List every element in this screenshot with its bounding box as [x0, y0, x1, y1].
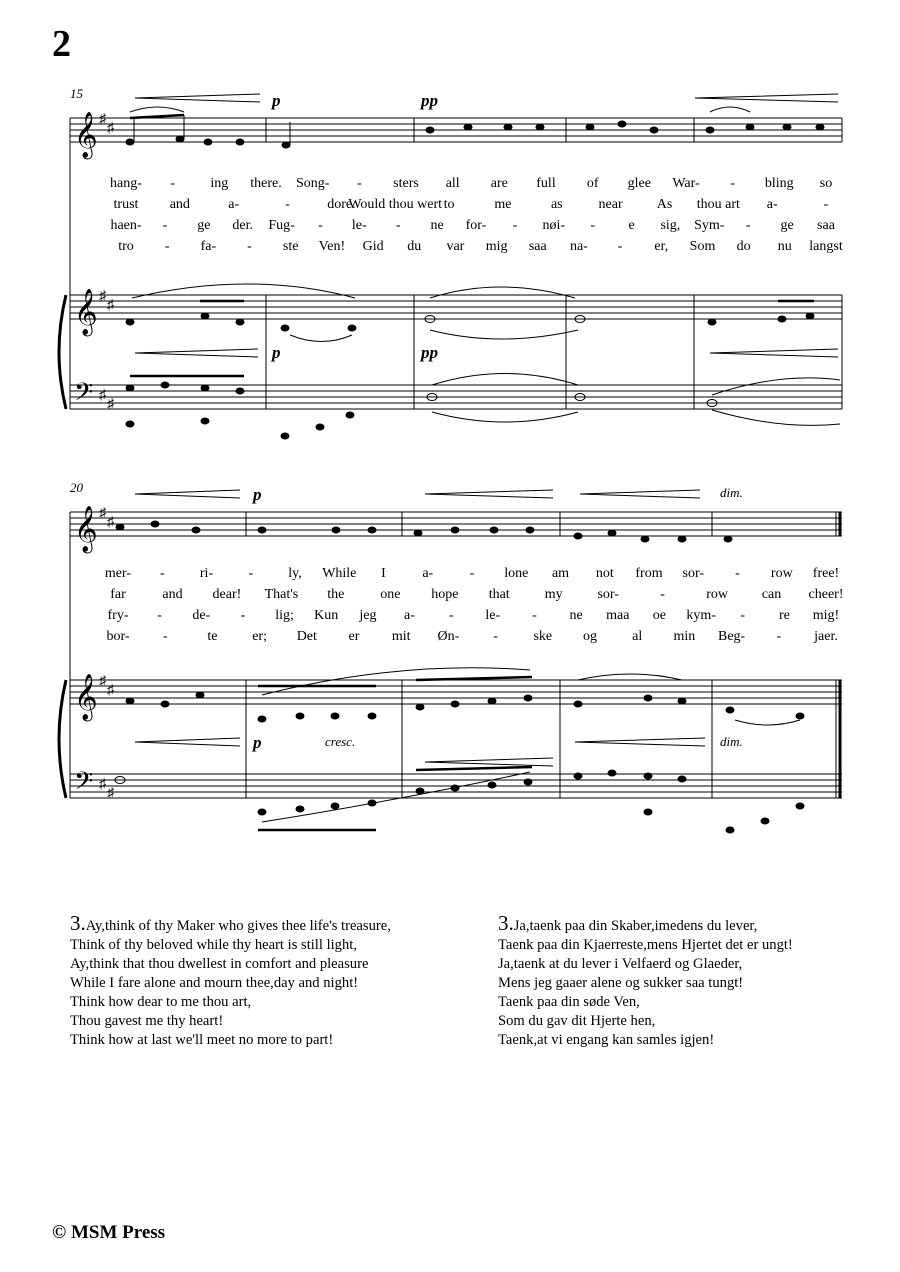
lyric-syllable: cheer!: [808, 587, 844, 602]
lyric-syllable: re: [778, 608, 790, 623]
lyric-syllable: -: [735, 566, 740, 581]
lyric-syllable: jaer.: [814, 629, 838, 644]
measure-number-20: 20: [70, 480, 83, 495]
system-2-barlines: [246, 512, 840, 798]
lyric-syllable: al: [632, 629, 643, 644]
lyric-syllable: ly,: [288, 566, 302, 581]
lyric-syllable: -: [730, 176, 736, 191]
stanza-line: Think of thy beloved while thy heart is still light,: [70, 937, 357, 953]
lyric-syllable: -: [740, 608, 746, 623]
lyric-syllable: a-: [228, 197, 240, 212]
svg-text:♯: ♯: [99, 388, 106, 403]
stanza-line: Ay,think of thy Maker who gives thee life's treasure,: [85, 918, 391, 934]
lyric-syllable: -: [247, 239, 252, 254]
svg-text:♯: ♯: [107, 121, 114, 136]
lyric-syllable: Fug-: [268, 218, 295, 233]
lyric-syllable: saa: [817, 218, 835, 233]
lyric-syllable: that: [488, 587, 510, 602]
lyric-syllable: lig;: [275, 608, 294, 623]
lyric-syllable: -: [170, 176, 176, 191]
stanza-line: Ja,taenk at du lever i Velfaerd og Glaeder,: [498, 956, 743, 972]
lyric-syllable: var: [446, 239, 465, 254]
lyric-syllable: saa: [528, 239, 547, 254]
stanza-line: Thou gavest me thy heart!: [70, 1013, 224, 1029]
lyric-syllable: there.: [250, 176, 282, 191]
lyric-syllable: full: [536, 176, 556, 191]
lyric-syllable: a-: [766, 197, 778, 212]
stanza-line: Taenk paa din Kjaerreste,mens Hjertet det er ungt!: [498, 937, 793, 953]
stanza-line: Think how dear to me thou art,: [70, 994, 252, 1010]
lyric-syllable: le-: [485, 608, 501, 623]
lyric-syllable: -: [590, 218, 596, 233]
lyric-syllable: -: [164, 239, 170, 254]
lyric-syllable: na-: [569, 239, 588, 254]
lyric-syllable: haen-: [110, 218, 142, 233]
treble-clef-icon: 𝄞: [74, 674, 98, 719]
system-1-barlines: [266, 118, 842, 409]
lyric-syllable: sor-: [597, 587, 619, 602]
lyric-syllable: -: [395, 218, 401, 233]
lyric-syllable: ing: [210, 176, 229, 191]
lyric-syllable: -: [356, 176, 362, 191]
stanza-number: 3.: [70, 911, 86, 935]
lyric-syllable: -: [823, 197, 829, 212]
lyric-syllable: Beg-: [717, 629, 746, 644]
lyric-syllable: Det: [296, 629, 317, 644]
treble-clef-icon: 𝄞: [74, 506, 98, 551]
svg-text:♯: ♯: [107, 683, 114, 698]
lyric-syllable: Øn-: [437, 629, 460, 644]
lyric-syllable: and: [169, 197, 190, 212]
stanza-line: Som du gav dit Hjerte hen,: [498, 1013, 656, 1029]
svg-text:♯: ♯: [107, 515, 114, 530]
stanza-line: Ay,think that thou dwellest in comfort and pleasure: [70, 956, 369, 972]
lyric-syllable: a-: [422, 566, 434, 581]
lyric-syllable: -: [512, 218, 518, 233]
lyric-syllable: kym-: [686, 608, 716, 623]
lyric-syllable: -: [157, 608, 162, 623]
lyric-syllable: I: [381, 566, 386, 581]
lyric-syllable: -: [532, 608, 537, 623]
dynamic-p: p: [272, 343, 281, 362]
lyric-syllable: fa-: [200, 239, 217, 254]
lyric-syllable: er,: [654, 239, 669, 254]
lyric-syllable: maa: [606, 608, 630, 623]
lyric-syllable: so: [819, 176, 833, 191]
svg-text:♯: ♯: [99, 112, 106, 127]
lyric-syllable: mig!: [812, 608, 840, 623]
lyric-syllable: mit: [391, 629, 411, 644]
dynamic-p: p: [253, 485, 262, 504]
lyric-syllable: -: [162, 218, 168, 233]
lyric-syllable: Sym-: [694, 218, 725, 233]
lyric-syllable: du: [407, 239, 422, 254]
lyric-syllable: lone: [504, 566, 529, 581]
lyric-syllable: That's: [264, 587, 299, 602]
lyric-syllable: one: [380, 587, 401, 602]
lyric-syllable: fry-: [107, 608, 129, 623]
lyric-syllable: sor-: [682, 566, 705, 581]
lyric-syllable: -: [469, 566, 475, 581]
svg-text:♯: ♯: [107, 397, 114, 412]
lyric-syllable: Som: [689, 239, 716, 254]
stanza-line: Taenk paa din søde Ven,: [498, 994, 640, 1010]
dynamic-p: p: [253, 733, 262, 752]
lyric-syllable: near: [598, 197, 623, 212]
dynamic-pp: pp: [421, 91, 438, 110]
lyric-syllable: Gid: [362, 239, 384, 254]
dynamic-cresc: cresc.: [325, 734, 356, 749]
lyric-syllable: ske: [533, 629, 553, 644]
lyric-syllable: not: [595, 566, 614, 581]
svg-text:♯: ♯: [99, 674, 106, 689]
copyright-notice: © MSM Press: [52, 1222, 166, 1243]
system-2-treble-staff: [70, 680, 842, 704]
lyric-syllable: to: [443, 197, 455, 212]
lyric-syllable: ge: [197, 218, 211, 233]
lyric-syllable: ge: [780, 218, 794, 233]
lyric-syllable: -: [776, 629, 782, 644]
stanza-number: 3.: [498, 911, 514, 935]
lyric-syllable: -: [448, 608, 454, 623]
lyric-syllable: row: [706, 587, 728, 602]
lyric-syllable: jeg: [359, 608, 377, 623]
lyric-syllable: hang-: [110, 176, 142, 191]
lyric-syllable: Ven!: [318, 239, 346, 254]
lyric-syllable: min: [673, 629, 696, 644]
lyric-syllable: the: [327, 587, 345, 602]
lyric-syllable: sig,: [660, 218, 681, 233]
svg-text:♯: ♯: [107, 298, 114, 313]
lyric-syllable: am: [551, 566, 570, 581]
lyric-syllable: mer-: [104, 566, 132, 581]
lyric-syllable: of: [586, 176, 599, 191]
lyric-syllable: nøi-: [542, 218, 566, 233]
lyric-syllable: as: [550, 197, 563, 212]
lyric-syllable: -: [240, 608, 246, 623]
system-1-bass-staff: [70, 385, 842, 409]
lyric-syllable: der.: [232, 218, 254, 233]
treble-clef-icon: 𝄞: [74, 289, 98, 334]
lyric-syllable: -: [745, 218, 751, 233]
lyric-syllable: As: [656, 197, 673, 212]
lyric-syllable: -: [660, 587, 665, 602]
lyric-syllable: While: [322, 566, 357, 581]
lyric-syllable: all: [445, 176, 460, 191]
system-2-lyrics: [105, 566, 844, 644]
lyric-syllable: ri-: [199, 566, 214, 581]
stanza-line: Think how at last we'll meet no more to part!: [70, 1032, 334, 1048]
measure-number-15: 15: [70, 86, 83, 101]
lyric-syllable: trust: [113, 197, 139, 212]
lyric-syllable: -: [285, 197, 290, 212]
lyric-syllable: are: [490, 176, 508, 191]
dynamic-dim: dim.: [720, 734, 743, 749]
svg-text:♯: ♯: [99, 289, 106, 304]
lyric-syllable: dore.: [327, 197, 356, 212]
lyric-syllable: from: [635, 566, 663, 581]
lyric-syllable: ste: [282, 239, 299, 254]
lyric-syllable: le-: [351, 218, 367, 233]
dynamic-pp: pp: [421, 343, 438, 362]
dynamic-p: p: [272, 91, 281, 110]
lyric-syllable: oe: [652, 608, 667, 623]
lyric-syllable: a-: [404, 608, 415, 623]
lyric-syllable: far: [110, 587, 126, 602]
lyric-syllable: ne: [430, 218, 444, 233]
system-1-voice-staff: [70, 118, 842, 142]
stanza-line: Mens jeg gaaer alene og sukker saa tungt!: [498, 975, 744, 991]
lyric-syllable: -: [318, 218, 323, 233]
stanza-danish: [498, 911, 793, 1050]
lyric-syllable: Would thou wert: [348, 197, 443, 212]
lyric-syllable: for-: [465, 218, 487, 233]
lyric-syllable: Kun: [314, 608, 339, 623]
bass-clef-icon: 𝄢: [74, 379, 94, 412]
lyric-syllable: -: [248, 566, 254, 581]
lyric-syllable: can: [761, 587, 782, 602]
lyric-syllable: row: [770, 566, 793, 581]
lyric-syllable: War-: [672, 176, 700, 191]
lyric-syllable: thou art: [696, 197, 740, 212]
lyric-syllable: dear!: [212, 587, 242, 602]
lyric-syllable: mig: [485, 239, 508, 254]
lyric-syllable: te: [207, 629, 218, 644]
lyric-syllable: my: [544, 587, 563, 602]
lyric-syllable: nu: [777, 239, 792, 254]
svg-text:♯: ♯: [99, 506, 106, 521]
stanza-english: [70, 911, 391, 1050]
lyric-syllable: me: [494, 197, 512, 212]
lyric-syllable: er: [348, 629, 360, 644]
lyric-syllable: e: [628, 218, 635, 233]
lyric-syllable: ne: [569, 608, 583, 623]
lyric-syllable: -: [493, 629, 498, 644]
lyric-syllable: og: [583, 629, 597, 644]
lyric-syllable: tro: [118, 239, 134, 254]
lyric-syllable: and: [162, 587, 183, 602]
svg-text:♯: ♯: [107, 786, 114, 801]
lyric-syllable: Song-: [295, 176, 330, 191]
system-1-lyrics: [110, 176, 843, 254]
lyric-syllable: er;: [252, 629, 267, 644]
treble-clef-icon: 𝄞: [74, 112, 98, 157]
svg-text:♯: ♯: [99, 777, 106, 792]
stanza-line: Ja,taenk paa din Skaber,imedens du lever,: [513, 918, 758, 934]
lyric-syllable: langst: [809, 239, 843, 254]
dynamic-dim: dim.: [720, 485, 743, 500]
lyric-syllable: bling: [764, 176, 794, 191]
stanza-line: While I fare alone and mourn thee,day and night!: [70, 975, 359, 991]
lyric-syllable: sters: [393, 176, 419, 191]
system-1-treble-staff: [70, 295, 842, 319]
bass-clef-icon: 𝄢: [74, 768, 94, 801]
lyric-syllable: bor-: [106, 629, 130, 644]
lyric-syllable: glee: [627, 176, 651, 191]
lyric-syllable: -: [162, 629, 168, 644]
stanza-line: Taenk,at vi engang kan samles igjen!: [498, 1032, 715, 1048]
lyric-syllable: do: [736, 239, 751, 254]
lyric-syllable: free!: [812, 566, 840, 581]
page-number: 2: [52, 23, 71, 65]
lyric-syllable: hope: [431, 587, 459, 602]
lyric-syllable: -: [159, 566, 165, 581]
lyric-syllable: -: [617, 239, 623, 254]
lyric-syllable: de-: [192, 608, 211, 623]
